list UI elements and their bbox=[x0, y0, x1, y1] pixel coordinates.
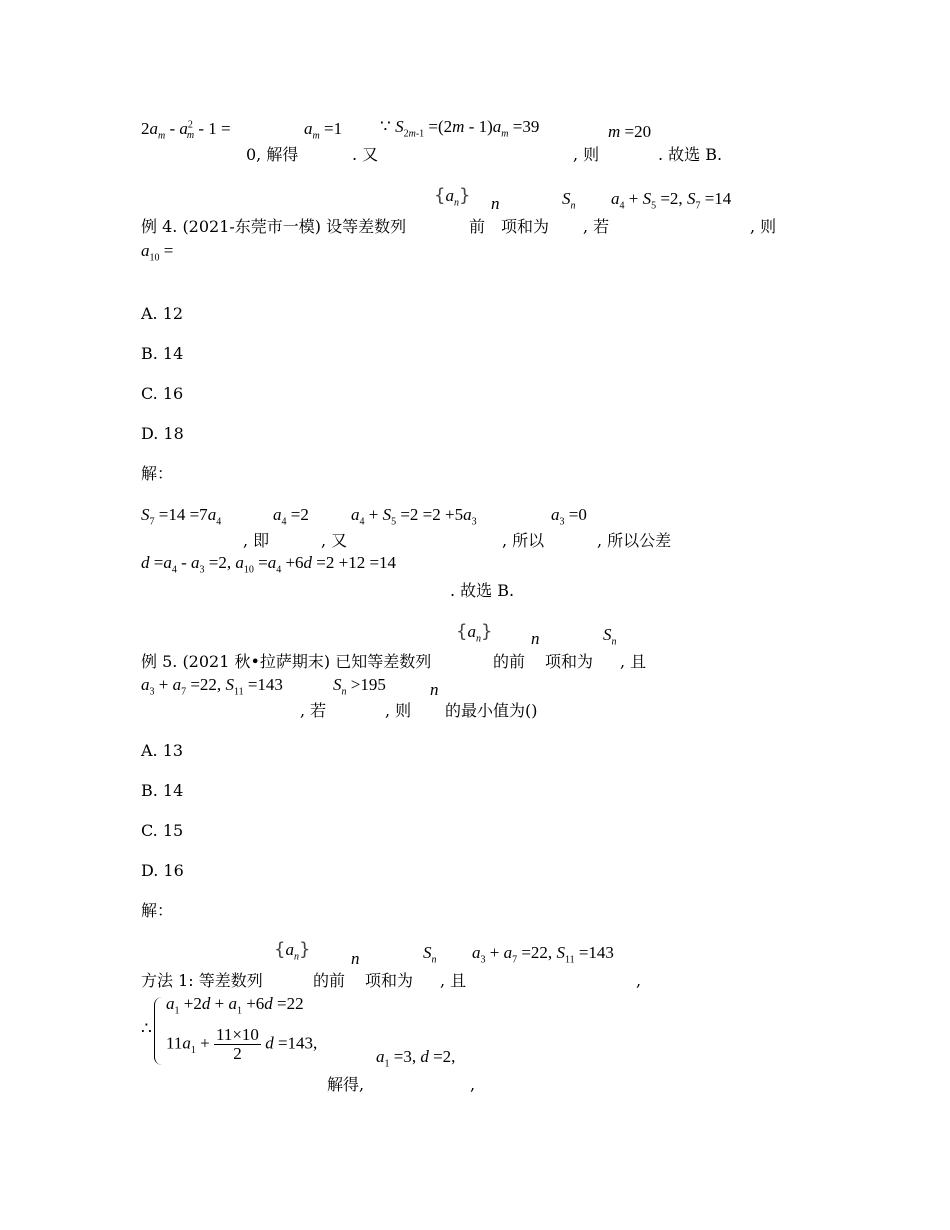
method-heading: 方法 1: 等差数列 bbox=[141, 971, 263, 990]
text-line: , 若 bbox=[300, 701, 327, 720]
text-line: . 又 bbox=[352, 145, 379, 164]
math-expression: $a_1 =3$, d =2, bbox=[376, 1047, 456, 1070]
text-line: , 则 bbox=[573, 145, 600, 164]
text-line: , bbox=[636, 971, 642, 990]
option-d: D. 18 bbox=[141, 424, 184, 443]
text-line: 项和为 bbox=[545, 652, 594, 671]
text-line: , bbox=[470, 1075, 476, 1094]
solution-label: 解： bbox=[141, 901, 174, 920]
text-line: , 即 bbox=[243, 531, 270, 550]
therefore-symbol: ∴ bbox=[141, 1019, 152, 1038]
math-expression: $\{a_n\}$ bbox=[456, 621, 493, 645]
math-expression: $\{a_n\}$ bbox=[274, 939, 311, 963]
text-line: , 且 bbox=[620, 652, 647, 671]
math-expression: n bbox=[491, 194, 500, 213]
text-line: 解得, bbox=[327, 1075, 365, 1094]
option-c: C. 15 bbox=[141, 821, 184, 840]
math-expression: $S_n$ bbox=[562, 189, 576, 212]
text-line: 前 bbox=[469, 217, 486, 236]
math-expression: $2a_m - a^2_m - 1$ = bbox=[141, 119, 231, 142]
option-d: D. 16 bbox=[141, 861, 184, 880]
text-line: 项和为 bbox=[365, 971, 414, 990]
example-5-heading: 例 5. (2021 秋•拉萨期末) 已知等差数列 bbox=[141, 652, 432, 671]
math-expression: $a_3 + a_7 =22$, $S_{11} =143$ bbox=[472, 943, 614, 966]
math-expression: m =20 bbox=[608, 122, 652, 141]
text-line: , 则 bbox=[750, 217, 777, 236]
math-expression: $a_4 + S_5 =2 =2 +5a_3$ bbox=[351, 505, 477, 528]
text-line: , 所以公差 bbox=[597, 531, 672, 550]
math-expression: $\{a_n\}$ bbox=[434, 185, 471, 209]
math-expression: $a_m =1$ bbox=[304, 119, 343, 142]
text-line: , 所以 bbox=[502, 531, 545, 550]
option-c: C. 16 bbox=[141, 384, 184, 403]
math-expression: ∵ $S_{2m-1} =(2m - 1)a_m =39$ bbox=[380, 117, 540, 140]
text-line: 0, 解得 bbox=[246, 145, 299, 164]
text-line: , 若 bbox=[583, 217, 610, 236]
example-4-heading: 例 4. (2021-东莞市一模) 设等差数列 bbox=[141, 217, 407, 236]
equation-system-line-1: $a_1 +2d + a_1 +6d =22$ bbox=[166, 994, 304, 1017]
math-expression: $S_n$ bbox=[423, 943, 437, 966]
math-expression: $S_n$ bbox=[603, 625, 617, 648]
text-line: . 故选 B. bbox=[450, 581, 515, 600]
math-expression: n bbox=[351, 949, 360, 968]
text-line: 的最小值为() bbox=[445, 701, 538, 720]
equation-system-line-2: $11a_1$ + $\frac{11\times 10}{2}$ d =143, bbox=[166, 1025, 318, 1063]
text-line: . 故选 B. bbox=[658, 145, 723, 164]
math-expression: n bbox=[531, 629, 540, 648]
text-line: 的前 bbox=[493, 652, 526, 671]
option-b: B. 14 bbox=[141, 781, 184, 800]
math-expression: n bbox=[430, 680, 439, 699]
math-expression: $a_3 =0$ bbox=[551, 505, 587, 528]
option-a: A. 12 bbox=[141, 304, 184, 323]
math-expression: $d =a_4 - a_3 =2$, $a_{10} =a_4 +6d =2 +12 =14$ bbox=[141, 553, 397, 576]
math-expression: $S_n >195$ bbox=[333, 675, 386, 698]
math-expression: $a_{10}$ = bbox=[141, 241, 174, 264]
system-brace bbox=[154, 997, 163, 1065]
solution-label: 解： bbox=[141, 464, 174, 483]
text-line: , 则 bbox=[385, 701, 412, 720]
math-expression: $S_7 =14 =7a_4$ bbox=[141, 505, 222, 528]
math-expression: $a_3 + a_7 =22$, $S_{11} =143$ bbox=[141, 675, 283, 698]
option-a: A. 13 bbox=[141, 741, 184, 760]
text-line: , 且 bbox=[440, 971, 467, 990]
option-b: B. 14 bbox=[141, 344, 184, 363]
text-line: 的前 bbox=[313, 971, 346, 990]
math-expression: $a_4 =2$ bbox=[273, 505, 309, 528]
math-expression: $a_4 + S_5 =2$, $S_7 =14$ bbox=[611, 189, 732, 212]
text-line: 项和为 bbox=[501, 217, 550, 236]
text-line: , 又 bbox=[321, 531, 348, 550]
